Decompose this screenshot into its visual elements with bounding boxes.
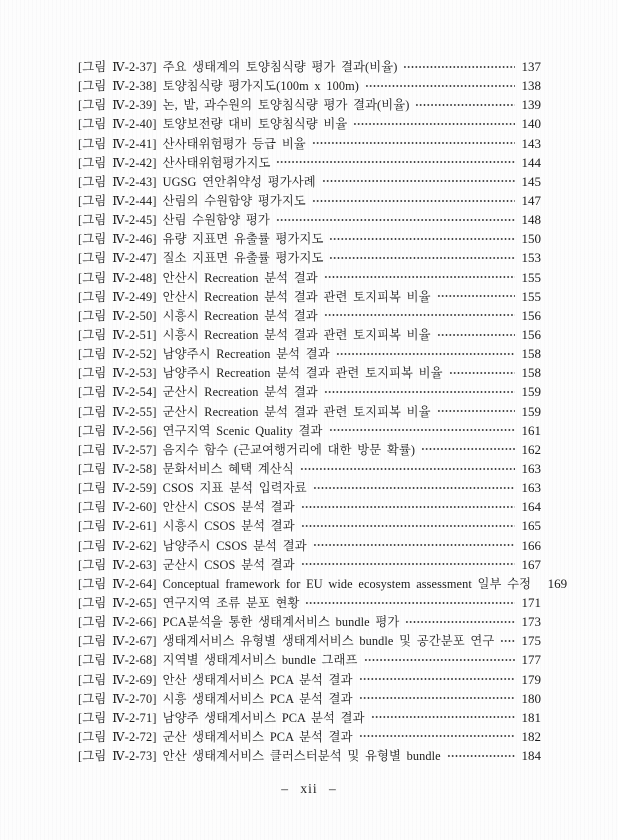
figure-title: 군산 생태계서비스 PCA 분석 결과 bbox=[162, 729, 353, 744]
figure-label: [그림 Ⅳ-2-72] bbox=[78, 729, 157, 744]
leader-dots bbox=[359, 730, 515, 742]
figure-title: 산림 수원함양 평가 bbox=[162, 213, 270, 228]
figure-label: [그림 Ⅳ-2-45] bbox=[78, 213, 157, 228]
figure-title: 토양보전량 대비 토양침식량 비율 bbox=[162, 117, 348, 132]
leader-dots bbox=[312, 195, 515, 207]
figure-label: [그림 Ⅳ-2-55] bbox=[78, 404, 157, 419]
figure-label: [그림 Ⅳ-2-58] bbox=[78, 461, 157, 476]
figure-title: PCA분석을 통한 생태계서비스 bundle 평가 bbox=[162, 615, 400, 630]
figure-title: UGSG 연안취약성 평가사례 bbox=[162, 174, 316, 189]
figure-label: [그림 Ⅳ-2-73] bbox=[78, 749, 157, 764]
leader-dots bbox=[305, 597, 515, 609]
leader-dots bbox=[500, 635, 515, 647]
toc-entry bbox=[78, 191, 541, 210]
toc-entry bbox=[78, 593, 541, 612]
figure-title: 남양주시 Recreation 분석 결과 관련 토지피복 비율 bbox=[162, 366, 443, 381]
toc-entry bbox=[78, 727, 541, 746]
leader-dots bbox=[415, 99, 515, 111]
figure-title: 군산시 CSOS 분석 결과 bbox=[162, 557, 295, 572]
toc-entry bbox=[78, 325, 541, 344]
figure-title: 남양주시 Recreation 분석 결과 bbox=[162, 347, 330, 362]
page-number: 163 bbox=[521, 480, 541, 496]
page-number: 161 bbox=[521, 422, 541, 438]
figure-label: [그림 Ⅳ-2-47] bbox=[78, 251, 157, 266]
leader-dots bbox=[364, 654, 516, 666]
toc-entry bbox=[78, 612, 541, 631]
page-number: 156 bbox=[521, 307, 541, 323]
leader-dots bbox=[371, 711, 515, 723]
figure-title: 시흥시 Recreation 분석 결과 bbox=[162, 308, 318, 323]
leader-dots bbox=[365, 80, 515, 92]
figure-title: 토양침식량 평가지도(100m x 100m) bbox=[162, 79, 359, 94]
figure-title: Conceptual framework for EU wide ecosystem assessment 일부 수정 bbox=[162, 576, 532, 591]
toc-entry bbox=[78, 287, 541, 306]
figure-title: 논, 밭, 과수원의 토양침식량 평가 결과(비율) bbox=[162, 98, 410, 113]
toc-entry bbox=[78, 344, 541, 363]
figure-title: 군산시 Recreation 분석 결과 관련 토지피복 비율 bbox=[162, 404, 431, 419]
toc-entry bbox=[78, 114, 541, 133]
page-number: 155 bbox=[521, 288, 541, 304]
figure-title: 안산 생태계서비스 클러스터분석 및 유형별 bundle bbox=[162, 749, 441, 764]
toc-entry bbox=[78, 689, 541, 708]
figure-title: 남양주 생태계서비스 PCA 분석 결과 bbox=[162, 710, 365, 725]
leader-dots bbox=[449, 367, 515, 379]
figure-title: 안산시 CSOS 분석 결과 bbox=[162, 500, 295, 515]
page-number: 184 bbox=[521, 748, 541, 764]
page-number: 164 bbox=[521, 499, 541, 515]
page-number: 171 bbox=[521, 594, 541, 610]
figure-label: [그림 Ⅳ-2-54] bbox=[78, 385, 157, 400]
leader-dots bbox=[421, 443, 515, 455]
leader-dots bbox=[329, 252, 515, 264]
page-number: 173 bbox=[521, 614, 541, 630]
leader-dots bbox=[322, 175, 515, 187]
toc-entry bbox=[78, 134, 541, 153]
figure-title: 군산시 Recreation 분석 결과 bbox=[162, 385, 318, 400]
figure-title: 지역별 생태계서비스 bundle 그래프 bbox=[162, 653, 358, 668]
page-number: 165 bbox=[521, 518, 541, 534]
figure-label: [그림 Ⅳ-2-65] bbox=[78, 595, 157, 610]
figure-label: [그림 Ⅳ-2-62] bbox=[78, 538, 157, 553]
toc-entry bbox=[78, 402, 541, 421]
leader-dots bbox=[359, 673, 515, 685]
figure-label: [그림 Ⅳ-2-51] bbox=[78, 327, 157, 342]
page-number: 169 bbox=[547, 575, 568, 591]
figure-label: [그림 Ⅳ-2-60] bbox=[78, 500, 157, 515]
leader-dots bbox=[405, 616, 515, 628]
toc-entry bbox=[78, 497, 541, 516]
figure-title: 안산시 Recreation 분석 결과 관련 토지피복 비율 bbox=[162, 289, 431, 304]
leader-dots bbox=[447, 750, 515, 762]
figure-label: [그림 Ⅳ-2-39] bbox=[78, 98, 157, 113]
leader-dots bbox=[300, 463, 515, 475]
page-number: 147 bbox=[521, 192, 541, 208]
figure-title: 음지수 함수 (근교여행거리에 대한 방문 확률) bbox=[162, 442, 416, 457]
figure-title: 시흥 생태계서비스 PCA 분석 결과 bbox=[162, 691, 353, 706]
page-number: 175 bbox=[521, 633, 541, 649]
page-number: 155 bbox=[521, 269, 541, 285]
toc-entry bbox=[78, 440, 541, 459]
figure-title: 안산시 Recreation 분석 결과 bbox=[162, 270, 318, 285]
toc-entry bbox=[78, 631, 541, 650]
leader-dots bbox=[437, 405, 515, 417]
toc-entry bbox=[78, 574, 568, 593]
figure-label: [그림 Ⅳ-2-44] bbox=[78, 193, 157, 208]
toc-entry bbox=[78, 421, 541, 440]
figure-label: [그림 Ⅳ-2-53] bbox=[78, 366, 157, 381]
leader-dots bbox=[324, 271, 515, 283]
figure-label: [그림 Ⅳ-2-49] bbox=[78, 289, 157, 304]
toc-entry bbox=[78, 382, 541, 401]
figure-title: 남양주시 CSOS 분석 결과 bbox=[162, 538, 307, 553]
toc-entry bbox=[78, 478, 541, 497]
list-of-figures bbox=[78, 57, 568, 765]
figure-title: 유량 지표면 유출률 평가지도 bbox=[162, 232, 324, 247]
figure-label: [그림 Ⅳ-2-52] bbox=[78, 347, 157, 362]
figure-label: [그림 Ⅳ-2-61] bbox=[78, 519, 157, 534]
page-number: 158 bbox=[521, 365, 541, 381]
leader-dots bbox=[276, 156, 515, 168]
page-number: 138 bbox=[521, 78, 541, 94]
page-number: 144 bbox=[521, 154, 541, 170]
page-number: 143 bbox=[521, 135, 541, 151]
figure-title: 산사태위험평가 등급 비율 bbox=[162, 136, 306, 151]
figure-label: [그림 Ⅳ-2-38] bbox=[78, 79, 157, 94]
figure-label: [그림 Ⅳ-2-50] bbox=[78, 308, 157, 323]
toc-entry bbox=[78, 650, 541, 669]
toc-entry bbox=[78, 363, 541, 382]
page-footer: – xii – bbox=[281, 781, 337, 796]
leader-dots bbox=[301, 501, 515, 513]
toc-entry bbox=[78, 746, 541, 765]
figure-label: [그림 Ⅳ-2-46] bbox=[78, 232, 157, 247]
figure-label: [그림 Ⅳ-2-64] bbox=[78, 576, 157, 591]
figure-label: [그림 Ⅳ-2-48] bbox=[78, 270, 157, 285]
page-number: 163 bbox=[521, 460, 541, 476]
leader-dots bbox=[329, 233, 515, 245]
figure-label: [그림 Ⅳ-2-63] bbox=[78, 557, 157, 572]
figure-label: [그림 Ⅳ-2-40] bbox=[78, 117, 157, 132]
leader-dots bbox=[313, 539, 515, 551]
page-number: 182 bbox=[521, 728, 541, 744]
figure-title: 질소 지표면 유출률 평가지도 bbox=[162, 251, 324, 266]
toc-entry bbox=[78, 76, 541, 95]
figure-label: [그림 Ⅳ-2-59] bbox=[78, 481, 157, 496]
figure-label: [그림 Ⅳ-2-57] bbox=[78, 442, 157, 457]
page-number: 140 bbox=[521, 116, 541, 132]
figure-title: 안산 생태계서비스 PCA 분석 결과 bbox=[162, 672, 353, 687]
toc-entry bbox=[78, 172, 541, 191]
figure-label: [그림 Ⅳ-2-41] bbox=[78, 136, 157, 151]
page-number: 148 bbox=[521, 212, 541, 228]
leader-dots bbox=[329, 424, 515, 436]
leader-dots bbox=[437, 329, 515, 341]
toc-entry bbox=[78, 708, 541, 727]
leader-dots bbox=[359, 692, 515, 704]
page-number: 166 bbox=[521, 537, 541, 553]
figure-label: [그림 Ⅳ-2-56] bbox=[78, 423, 157, 438]
page-number: 158 bbox=[521, 346, 541, 362]
figure-title: 산림의 수원함양 평가지도 bbox=[162, 193, 306, 208]
leader-dots bbox=[324, 309, 515, 321]
figure-label: [그림 Ⅳ-2-37] bbox=[78, 60, 157, 74]
leader-dots bbox=[336, 348, 515, 360]
toc-entry bbox=[78, 670, 541, 689]
figure-label: [그림 Ⅳ-2-69] bbox=[78, 672, 157, 687]
figure-title: 산사태위험평가지도 bbox=[162, 155, 271, 170]
toc-entry bbox=[78, 268, 541, 287]
leader-dots bbox=[301, 558, 515, 570]
figure-label: [그림 Ⅳ-2-43] bbox=[78, 174, 157, 189]
leader-dots bbox=[353, 118, 515, 130]
page-number: 162 bbox=[521, 441, 541, 457]
toc-entry bbox=[78, 229, 541, 248]
toc-entry bbox=[78, 57, 541, 76]
toc-entry bbox=[78, 536, 541, 555]
page-number: 179 bbox=[521, 671, 541, 687]
toc-entry bbox=[78, 555, 541, 574]
figure-title: CSOS 지표 분석 입력자료 bbox=[162, 481, 307, 496]
page-number: 156 bbox=[521, 326, 541, 342]
toc-entry bbox=[78, 153, 541, 172]
page-number: 153 bbox=[521, 250, 541, 266]
page-number: 181 bbox=[521, 709, 541, 725]
figure-label: [그림 Ⅳ-2-66] bbox=[78, 615, 157, 630]
figure-title: 시흥시 CSOS 분석 결과 bbox=[162, 519, 295, 534]
leader-dots bbox=[276, 214, 515, 226]
figure-label: [그림 Ⅳ-2-70] bbox=[78, 691, 157, 706]
page-number: 145 bbox=[521, 173, 541, 189]
leader-dots bbox=[301, 520, 515, 532]
page-number: 139 bbox=[521, 97, 541, 113]
figure-title: 주요 생태계의 토양침식량 평가 결과(비율) bbox=[162, 60, 398, 74]
figure-label: [그림 Ⅳ-2-68] bbox=[78, 653, 157, 668]
page-number: 137 bbox=[521, 59, 541, 74]
toc-entry bbox=[78, 516, 541, 535]
figure-title: 문화서비스 혜택 계산식 bbox=[162, 461, 294, 476]
leader-dots bbox=[324, 386, 515, 398]
figure-label: [그림 Ⅳ-2-67] bbox=[78, 634, 157, 649]
page-number: 150 bbox=[521, 231, 541, 247]
toc-entry bbox=[78, 95, 541, 114]
figure-label: [그림 Ⅳ-2-71] bbox=[78, 710, 157, 725]
page-number: 177 bbox=[521, 652, 541, 668]
toc-entry bbox=[78, 248, 541, 267]
page-number: 180 bbox=[521, 690, 541, 706]
leader-dots bbox=[437, 290, 515, 302]
page-number: 159 bbox=[521, 403, 541, 419]
toc-entry bbox=[78, 306, 541, 325]
figure-title: 연구지역 Scenic Quality 결과 bbox=[162, 423, 323, 438]
figure-title: 연구지역 조류 분포 현황 bbox=[162, 595, 300, 610]
figure-label: [그림 Ⅳ-2-42] bbox=[78, 155, 157, 170]
leader-dots bbox=[312, 137, 515, 149]
page-number: 167 bbox=[521, 556, 541, 572]
toc-entry bbox=[78, 459, 541, 478]
leader-dots bbox=[403, 61, 515, 73]
figure-title: 생태계서비스 유형별 생태계서비스 bundle 및 공간분포 연구 bbox=[162, 634, 495, 649]
page-number: 159 bbox=[521, 384, 541, 400]
leader-dots bbox=[313, 482, 515, 494]
toc-entry bbox=[78, 210, 541, 229]
figure-title: 시흥시 Recreation 분석 결과 관련 토지피복 비율 bbox=[162, 327, 431, 342]
